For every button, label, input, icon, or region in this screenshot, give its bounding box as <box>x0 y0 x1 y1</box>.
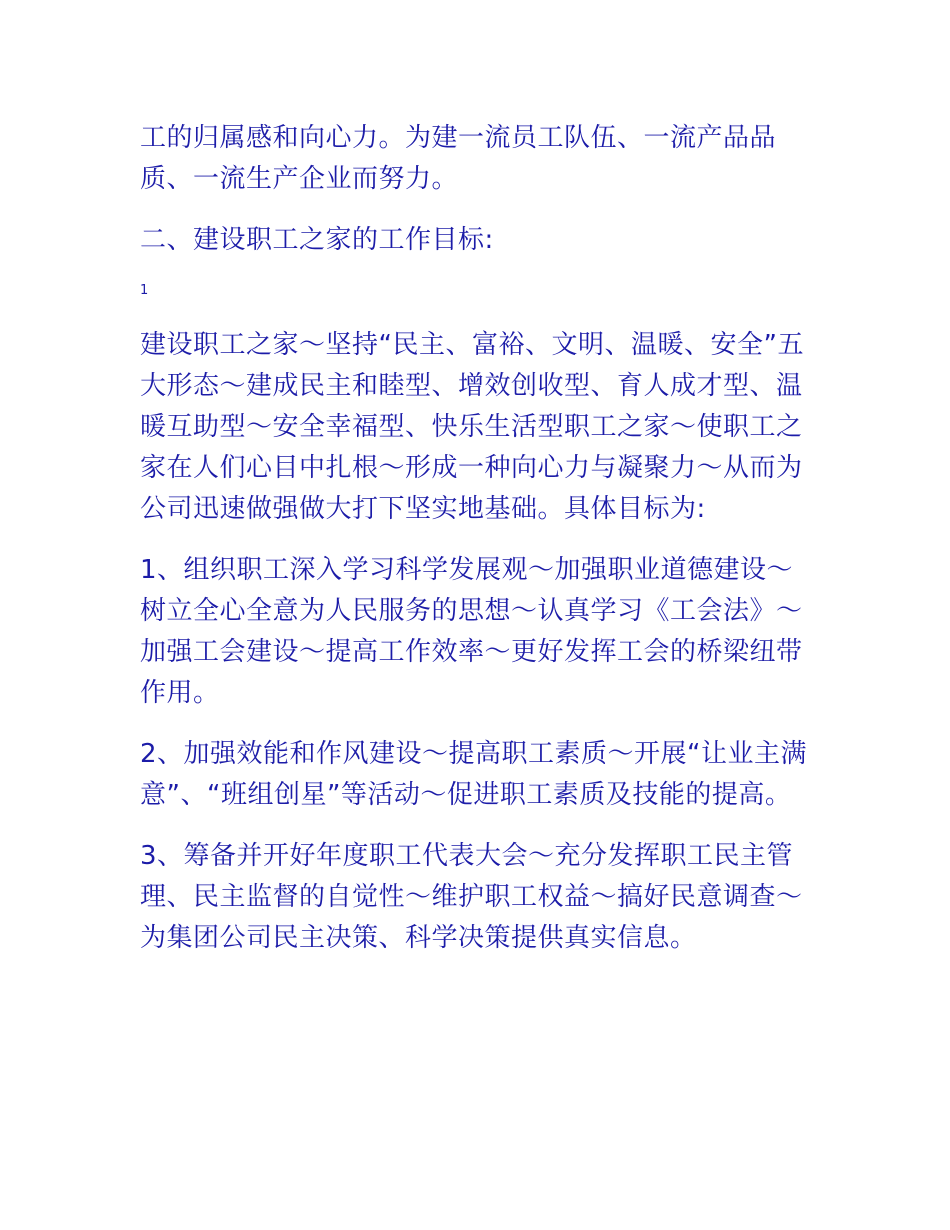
document-body <box>140 118 815 979</box>
page-number: 1 <box>140 283 149 298</box>
paragraph-intro-continuation: 工的归属感和向心力。为建一流员工队伍、一流产品品质、一流生产企业而努力。 <box>140 123 777 194</box>
paragraph-goals-overview: 建设职工之家～坚持“民主、富裕、文明、温暖、安全”五大形态～建成民主和睦型、增效创收型、育人成才型、温暖互助型～安全幸福型、快乐生活型职工之家～使职工之家在人们心目中扎根～形成一种向心力与凝聚力～从而为公司迅速做强做大打下坚实地基础。具体目标为: <box>140 330 804 524</box>
section-heading-work-goals: 二、建设职工之家的工作目标: <box>140 225 494 255</box>
paragraph-goal-3: 3、筹备并开好年度职工代表大会～充分发挥职工民主管理、民主监督的自觉性～维护职工权益～搞好民意调查～为集团公司民主决策、科学决策提供真实信息。 <box>140 841 803 953</box>
paragraph-goal-1: 1、组织职工深入学习科学发展观～加强职业道德建设～树立全心全意为人民服务的思想～认真学习《工会法》～加强工会建设～提高工作效率～更好发挥工会的桥梁纽带作用。 <box>140 555 803 708</box>
paragraph-goal-2: 2、加强效能和作风建设～提高职工素质～开展“让业主满意”、“班组创星”等活动～促进职工素质及技能的提高。 <box>140 739 808 810</box>
